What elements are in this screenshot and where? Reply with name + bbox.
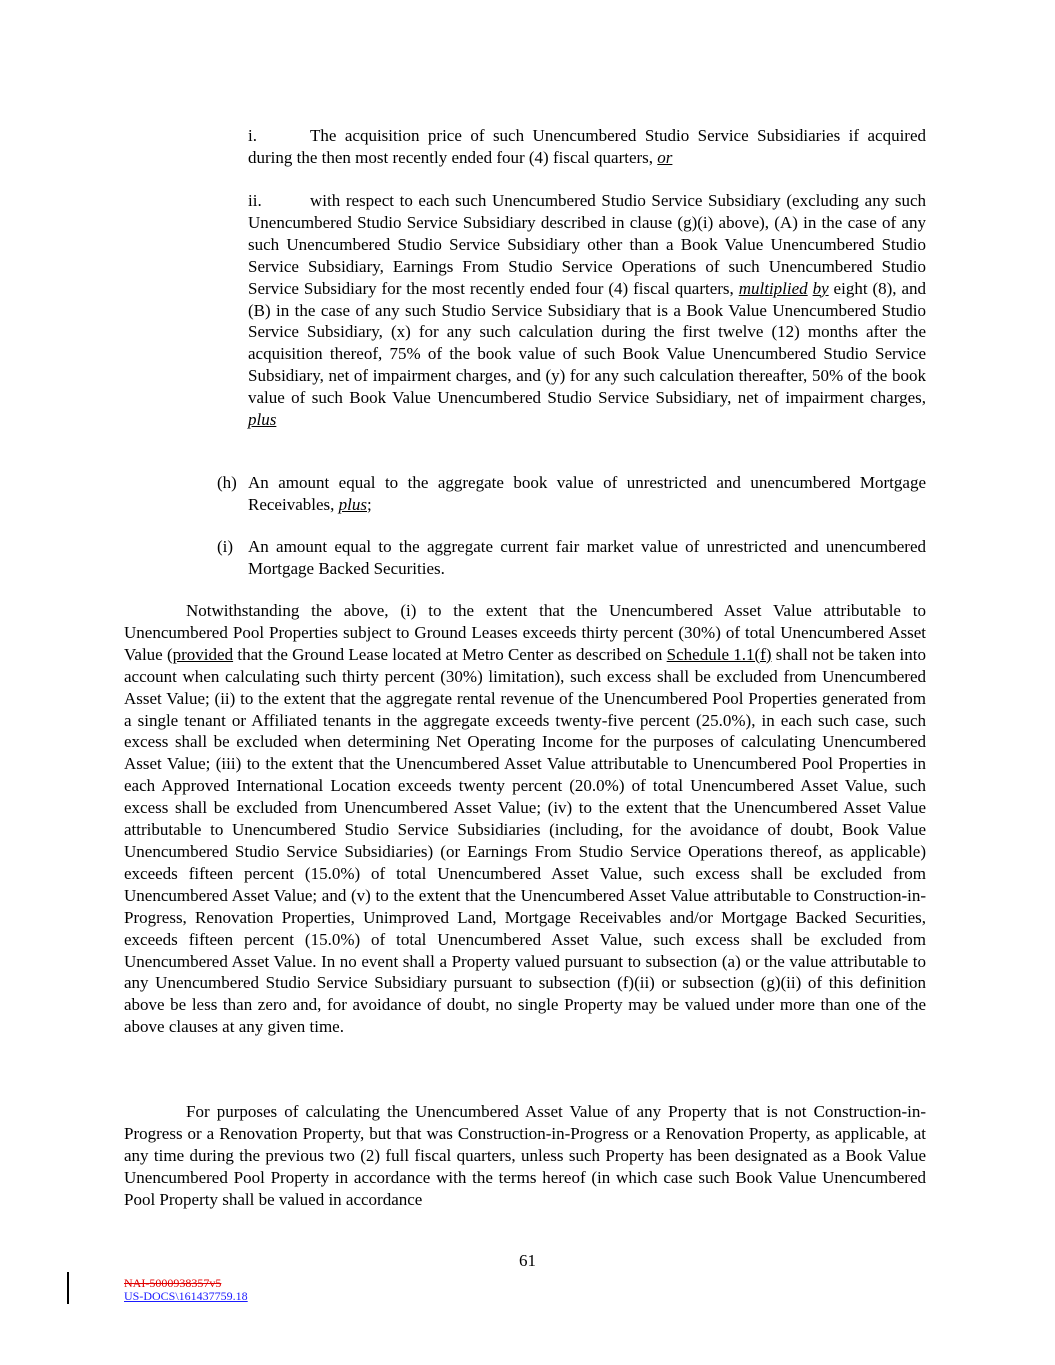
clause-g-ii-plus: plus	[248, 410, 277, 430]
page-number: 61	[519, 1251, 536, 1270]
clause-g-i-text: The acquisition price of such Unencumbered Studio Service Subsidiaries if acquired during the then most recently ended four (4) fiscal quarters,	[248, 126, 926, 167]
clause-g-i	[248, 125, 926, 169]
clause-h-text: An amount equal to the aggregate book value of unrestricted and unencumbered Mortgage Receivables,	[248, 473, 926, 514]
clause-g-ii-number: ii.	[248, 191, 262, 210]
clause-g-ii-by: by	[812, 278, 829, 298]
clause-g-ii-text-1: with respect to each such Unencumbered Studio Service Subsidiary (excluding any such Unencumbered Studio Service Subsidiary described in clause (g)(i) above), (A) in the case of any such Unencumbered Studio Service Subsidiary other than a Book Value Unencumbered Studio Service Subsidiary, Earnings From Studio Service Operations of such Unencumbered Studio Service Subsidiary for the most recently ended four (4) fiscal quarters,	[248, 191, 926, 298]
clause-i-text: An amount equal to the aggregate current fair market value of unrestricted and unencumbered Mortgage Backed Securities.	[248, 537, 926, 578]
clause-i-label: (i)	[217, 537, 234, 556]
for-purposes-paragraph	[124, 1101, 926, 1211]
clause-h-label: (h)	[217, 473, 237, 492]
para1-part-c: shall not be taken into account when calculating such thirty percent (30%) limitation), such excess shall be excluded from Unencumbered Asset Value; (ii) to the extent that the aggregate rental revenue of the Unencumbered Pool Properties generated from a single tenant or Affiliated tenants in the aggregate exceeds twenty-five percent (25.0%), in each such case, such excess shall be excluded when determining Net Operating Income for the purposes of calculating Unencumbered Asset Value; (iii) to the extent that the Unencumbered Asset Value attributable to Unencumbered Pool Properties in each Approved International Location exceeds twenty percent (20.0%) of total Unencumbered Asset Value, such excess shall be excluded from Unencumbered Asset Value; (iv) to the extent that the Unencumbered Asset Value attributable to Unencumbered Studio Service Subsidiaries (including, for the avoidance of doubt, Book Value Unencumbered Studio Service Subsidiaries) (or Earnings From Studio Service Operations thereof, as applicable) exceeds fifteen percent (15.0%) of total Unencumbered Asset Value, such excess shall be excluded from Unencumbered Asset Value; and (v) to the extent that the Unencumbered Asset Value attributable to Construction-in-Progress, Renovation Properties, Unimproved Land, Mortgage Receivables and/or Mortgage Backed Securities, exceeds fifteen percent (15.0%) of total Unencumbered Asset Value, such excess shall be excluded from Unencumbered Asset Value. In no event shall a Property valued pursuant to subsection (a) or the value attributable to any Unencumbered Studio Service Subsidiary pursuant to subsection (f)(ii) or subsection (g)(ii) of this definition above be less than zero and, for avoidance of doubt, no single Property may be valued under more than one of the above clauses at any given time.	[124, 644, 926, 1037]
para2-text: For purposes of calculating the Unencumbered Asset Value of any Property that is not Construction-in-Progress or a Renovation Property, but that was Construction-in-Progress or a Renovation Property, as applicable, at any time during the previous two (2) full fiscal quarters, unless such Property has been designated as a Book Value Unencumbered Pool Property in accordance with the terms hereof (in which case such Book Value Unencumbered Pool Property shall be valued in accordance	[124, 1102, 926, 1209]
para1-part-b: that the Ground Lease located at Metro Center as described on	[233, 644, 667, 664]
provided-term: provided	[172, 644, 234, 664]
schedule-reference: Schedule 1.1(f)	[666, 644, 772, 664]
clause-g-i-or: or	[657, 147, 673, 167]
clause-h-plus: plus	[338, 494, 367, 514]
clause-g-ii-text-2: eight (8), and (B) in the case of any such Studio Service Subsidiary that is a Book Value Unencumbered Studio Service Subsidiary, (x) for any such calculation during the first twelve (12) months after the acquisition thereof, 75% of the book value of such Book Value Unencumbered Studio Service Subsidiary, net of impairment charges, and (y) for any such calculation thereafter, 50% of the book value of such Book Value Unencumbered Studio Service Subsidiary, net of impairment charges,	[248, 278, 926, 408]
notwithstanding-paragraph	[124, 600, 926, 1038]
clause-h-end: ;	[366, 494, 372, 514]
para1-part-a: Notwithstanding the above, (i) to the extent that the Unencumbered Asset Value attributable to Unencumbered Pool Properties subject to Ground Leases exceeds thirty percent (30%) of total Unencumbered Asset Value (	[124, 601, 926, 664]
clause-g-i-number: i.	[248, 126, 257, 145]
document-footer	[124, 1277, 248, 1303]
change-bar	[67, 1272, 69, 1304]
clause-h	[217, 472, 926, 516]
clause-g-ii	[248, 190, 926, 431]
clause-g-ii-multiplied: multiplied	[738, 278, 808, 298]
old-doc-id: NAI-5000938357v5	[124, 1276, 222, 1290]
new-doc-id: US-DOCS\161437759.18	[124, 1289, 248, 1303]
clause-i	[217, 536, 926, 580]
